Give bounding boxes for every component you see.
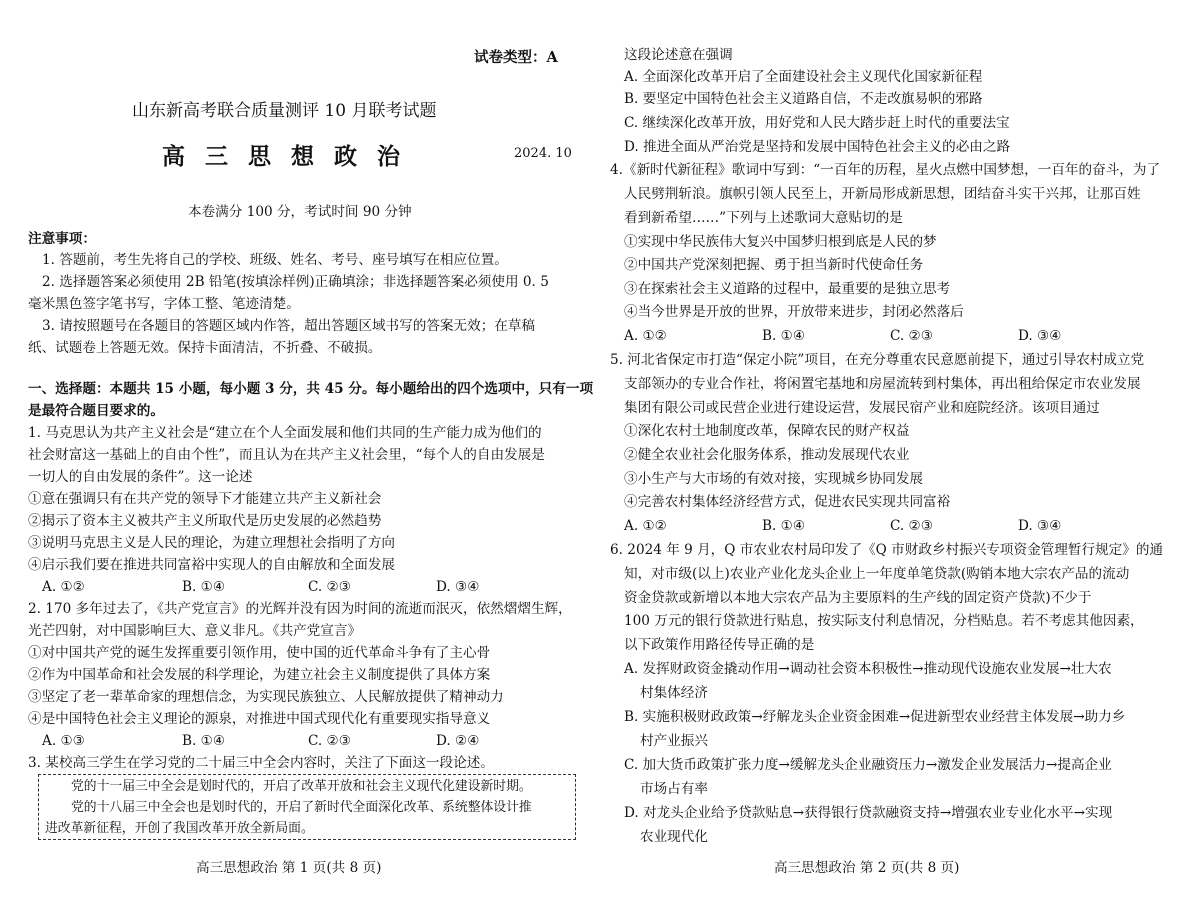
q5-item: ①深化农村土地制度改革，保障农民的财产权益 <box>624 423 910 439</box>
option-a[interactable]: A. ①② <box>42 579 85 595</box>
passage-line: 党的十八届三中全会也是划时代的，开启了新时代全面深化改革、系统整体设计推 <box>71 800 532 815</box>
page-2 <box>610 0 1162 900</box>
q5-item: ③小生产与大市场的有效对接，实现城乡协同发展 <box>624 471 924 487</box>
option-a[interactable]: A. 发挥财政资金撬动作用→调动社会资本积极性→推动现代设施农业发展→壮大农 <box>624 661 1112 677</box>
subject-title: 高 三 思 想 政 治 <box>162 143 407 170</box>
notes-title: 注意事项： <box>28 231 96 247</box>
page-footer: 高三思想政治 第 2 页(共 8 页) <box>774 860 960 876</box>
option-d-cont: 农业现代化 <box>640 829 708 845</box>
q4-stem: 4.《新时代新征程》歌词中写到：“一百年的历程，星火点燃中国梦想，一百年的奋斗，为了 <box>610 162 1161 178</box>
option-a[interactable]: A. ①② <box>624 518 667 534</box>
page-1 <box>28 0 594 900</box>
q3-stem: 3. 某校高三学生在学习党的二十届三中全会内容时，关注了下面这一段论述。 <box>28 755 494 771</box>
option-c[interactable]: C. 加大货币政策扩张力度→缓解龙头企业融资压力→激发企业发展活力→提高企业 <box>624 757 1112 773</box>
option-d[interactable]: D. ③④ <box>1018 518 1062 534</box>
option-c-cont: 市场占有率 <box>640 781 708 797</box>
page-footer: 高三思想政治 第 1 页(共 8 页) <box>196 860 382 876</box>
q2-item: ①对中国共产党的诞生发挥重要引领作用，使中国的近代革命斗争有了主心骨 <box>28 645 491 661</box>
q5-stem: 集团有限公司或民营企业进行建设运营，发展民宿产业和庭院经济。该项目通过 <box>624 400 1100 416</box>
q4-item: ③在探索社会主义道路的过程中，最重要的是独立思考 <box>624 281 951 297</box>
option-c[interactable]: C. 继续深化改革开放，用好党和人民大踏步赶上时代的重要法宝 <box>624 115 1010 131</box>
q1-stem: 一切人的自由发展的条件”。这一论述 <box>28 469 253 485</box>
q5-stem: 支部领办的专业合作社，将闲置宅基地和房屋流转到村集体，再出租给保定市农业发展 <box>624 376 1141 392</box>
option-c[interactable]: C. ②③ <box>890 328 933 344</box>
q5-stem: 5. 河北省保定市打造“保定小院”项目，在充分尊重农民意愿前提下，通过引导农村成立党 <box>610 352 1145 368</box>
section-title: 一、选择题：本题共 15 小题，每小题 3 分，共 45 分。每小题给出的四个选项中，只有一项 <box>28 381 594 397</box>
q4-stem: 人民劈荆斩浪。旗帜引领人民至上，开新局形成新思想，团结奋斗实干兴邦，让那百姓 <box>624 186 1141 202</box>
q5-item: ④完善农村集体经济经营方式，促进农民实现共同富裕 <box>624 494 951 510</box>
note-line: 毫米黑色签字笔书写，字体工整、笔迹清楚。 <box>28 296 300 312</box>
q2-item: ③坚定了老一辈革命家的理想信念，为实现民族独立、人民解放提供了精神动力 <box>28 689 504 705</box>
option-a-cont: 村集体经济 <box>640 685 708 701</box>
q1-item: ④启示我们要在推进共同富裕中实现人的自由解放和全面发展 <box>28 557 396 573</box>
q2-item: ②作为中国革命和社会发展的科学理论，为建立社会主义制度提供了具体方案 <box>28 667 491 683</box>
q1-stem: 1. 马克思认为共产主义社会是“建立在个人全面发展和他们共同的生产能力成为他们的 <box>28 425 542 441</box>
q4-item: ④当今世界是开放的世界，开放带来进步，封闭必然落后 <box>624 304 964 320</box>
option-d[interactable]: D. ③④ <box>1018 328 1062 344</box>
option-b[interactable]: B. ①④ <box>762 518 806 534</box>
q6-stem: 6. 2024 年 9 月，Q 市农业农村局印发了《Q 市财政乡村振兴专项资金管理暂行规定》的通 <box>610 542 1164 558</box>
section-title: 是最符合题目要求的。 <box>28 403 164 419</box>
q5-options <box>610 517 1162 535</box>
q6-stem: 以下政策作用路径传导正确的是 <box>624 637 815 653</box>
exam-title: 山东新高考联合质量测评 10 月联考试题 <box>132 101 437 121</box>
q5-item: ②健全农业社会化服务体系，推动发展现代农业 <box>624 447 910 463</box>
q2-options <box>28 732 580 750</box>
quote-box <box>38 774 576 840</box>
option-c[interactable]: C. ②③ <box>308 579 351 595</box>
exam-date: 2024. 10 <box>514 146 572 161</box>
q2-item: ④是中国特色社会主义理论的源泉，对推进中国式现代化有重要现实指导意义 <box>28 711 491 727</box>
option-a[interactable]: A. 全面深化改革开启了全面建设社会主义现代化国家新征程 <box>624 69 983 85</box>
option-c[interactable]: C. ②③ <box>308 733 351 749</box>
option-d[interactable]: D. 推进全面从严治党是坚持和发展中国特色社会主义的必由之路 <box>624 139 1011 155</box>
option-c[interactable]: C. ②③ <box>890 518 933 534</box>
option-b[interactable]: B. 要坚定中国特色社会主义道路自信，不走改旗易帜的邪路 <box>624 91 983 107</box>
q1-item: ②揭示了资本主义被共产主义所取代是历史发展的必然趋势 <box>28 513 382 529</box>
paper-type: 试卷类型：A <box>474 49 558 66</box>
option-b[interactable]: B. ①④ <box>182 579 226 595</box>
q1-options <box>28 578 580 596</box>
passage-line: 进改革新征程，开创了我国改革开放全新局面。 <box>45 821 314 836</box>
option-b-cont: 村产业振兴 <box>640 733 708 749</box>
q1-item: ③说明马克思主义是人民的理论，为建立理想社会指明了方向 <box>28 535 396 551</box>
q4-options <box>610 327 1162 345</box>
q2-stem: 2. 170 多年过去了，《共产党宣言》的光辉并没有因为时间的流逝而泯灭，依然熠熠生辉， <box>28 601 572 617</box>
note-line: 1. 答题前，考生先将自己的学校、班级、姓名、考号、座号填写在相应位置。 <box>42 252 508 268</box>
option-b[interactable]: B. ①④ <box>762 328 806 344</box>
q4-stem: 看到新希望……”下列与上述歌词大意贴切的是 <box>624 210 903 226</box>
option-a[interactable]: A. ①② <box>624 328 667 344</box>
q4-item: ②中国共产党深刻把握、勇于担当新时代使命任务 <box>624 257 924 273</box>
option-d[interactable]: D. 对龙头企业给予贷款贴息→获得银行贷款融资支持→增强农业专业化水平→实现 <box>624 805 1113 821</box>
q3-stem-cont: 这段论述意在强调 <box>624 47 733 63</box>
score-info: 本卷满分 100 分，考试时间 90 分钟 <box>188 204 412 220</box>
q6-stem: 资金贷款或新增以本地大宗农产品为主要原料的生产线的固定资产贷款)不少于 <box>624 590 1092 606</box>
note-line: 3. 请按照题号在各题目的答题区域内作答，超出答题区域书写的答案无效；在草稿 <box>42 318 536 334</box>
option-a[interactable]: A. ①③ <box>42 733 85 749</box>
option-d[interactable]: D. ②④ <box>436 733 480 749</box>
q6-stem: 100 万元的银行贷款进行贴息，按实际支付利息情况，分档贴息。若不考虑其他因素， <box>624 613 1144 629</box>
passage-line: 党的十一届三中全会是划时代的，开启了改革开放和社会主义现代化建设新时期。 <box>71 779 532 794</box>
note-line: 2. 选择题答案必须使用 2B 铅笔(按填涂样例)正确填涂；非选择题答案必须使用 0. 5 <box>42 274 549 290</box>
note-line: 纸、试题卷上答题无效。保持卡面清洁，不折叠、不破损。 <box>28 340 382 356</box>
q1-stem: 社会财富这一基础上的自由个性”，而且认为在共产主义社会里，“每个人的自由发展是 <box>28 447 545 463</box>
option-d[interactable]: D. ③④ <box>436 579 480 595</box>
q1-item: ①意在强调只有在共产党的领导下才能建立共产主义新社会 <box>28 491 382 507</box>
q4-item: ①实现中华民族伟大复兴中国梦归根到底是人民的梦 <box>624 234 937 250</box>
option-b[interactable]: B. ①④ <box>182 733 226 749</box>
q2-stem: 光芒四射，对中国影响巨大、意义非凡。《共产党宣言》 <box>28 623 362 639</box>
option-b[interactable]: B. 实施积极财政政策→纾解龙头企业资金困难→促进新型农业经营主体发展→助力乡 <box>624 709 1126 725</box>
q6-stem: 知，对市级(以上)农业产业化龙头企业上一年度单笔贷款(购销本地大宗农产品的流动 <box>624 566 1130 582</box>
